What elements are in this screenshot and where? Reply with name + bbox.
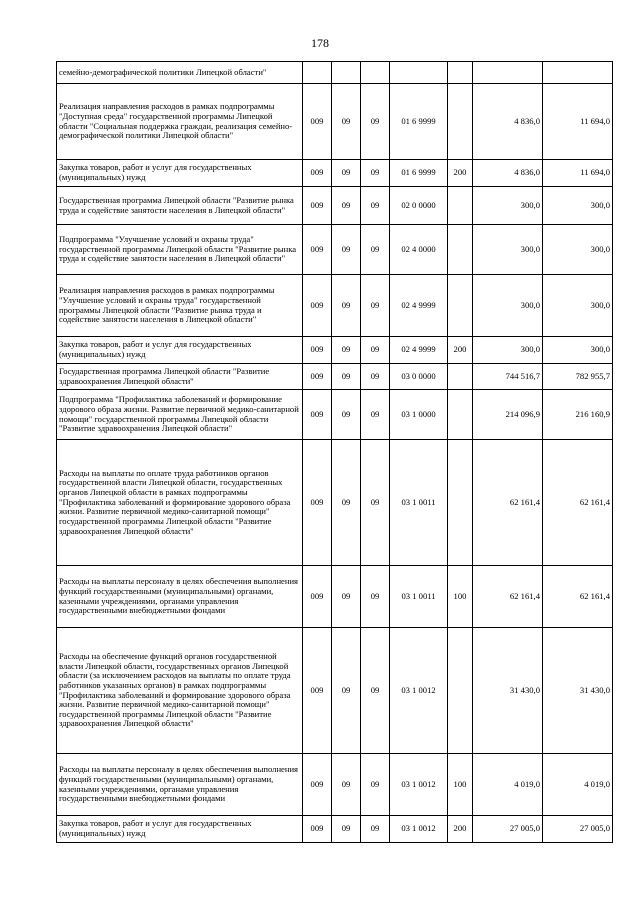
subsection-code: 09 bbox=[361, 816, 390, 843]
table-row bbox=[57, 225, 613, 275]
target-article-code: 03 1 0012 bbox=[390, 816, 448, 843]
ministry-code: 009 bbox=[303, 337, 332, 364]
ministry-code: 009 bbox=[303, 754, 332, 816]
amount-year-1: 300,0 bbox=[473, 337, 543, 364]
section-code: 09 bbox=[332, 225, 361, 275]
target-article-code: 03 1 0011 bbox=[390, 566, 448, 628]
amount-year-1 bbox=[473, 62, 543, 84]
table-row bbox=[57, 275, 613, 337]
section-code: 09 bbox=[332, 187, 361, 225]
subsection-code: 09 bbox=[361, 225, 390, 275]
table-row bbox=[57, 566, 613, 628]
row-description: Расходы на выплаты персоналу в целях обеспечения выполнения функций государственными (муниципальными) органами, казенными учреждениями, органами управления государственными внебюджетными фондами bbox=[57, 754, 303, 816]
row-description: Закупка товаров, работ и услуг для государственных (муниципальных) нужд bbox=[57, 160, 303, 187]
subsection-code: 09 bbox=[361, 754, 390, 816]
expense-type-code: 200 bbox=[448, 160, 473, 187]
amount-year-2 bbox=[543, 62, 613, 84]
ministry-code: 009 bbox=[303, 84, 332, 160]
amount-year-1: 300,0 bbox=[473, 275, 543, 337]
table-row bbox=[57, 337, 613, 364]
amount-year-2: 31 430,0 bbox=[543, 628, 613, 754]
amount-year-1: 300,0 bbox=[473, 225, 543, 275]
table-row bbox=[57, 62, 613, 84]
table-row bbox=[57, 754, 613, 816]
row-description: Расходы на выплаты персоналу в целях обеспечения выполнения функций государственными (муниципальными) органами, казенными учреждениями, органами управления государственными внебюджетными фондами bbox=[57, 566, 303, 628]
subsection-code: 09 bbox=[361, 160, 390, 187]
section-code: 09 bbox=[332, 275, 361, 337]
page-number: 178 bbox=[311, 36, 329, 50]
ministry-code: 009 bbox=[303, 160, 332, 187]
subsection-code bbox=[361, 62, 390, 84]
amount-year-1: 300,0 bbox=[473, 187, 543, 225]
amount-year-2: 782 955,7 bbox=[543, 364, 613, 390]
section-code: 09 bbox=[332, 390, 361, 440]
expense-type-code bbox=[448, 440, 473, 566]
ministry-code: 009 bbox=[303, 566, 332, 628]
expense-type-code: 200 bbox=[448, 337, 473, 364]
row-description: Подпрограмма "Профилактика заболеваний и формирование здорового образа жизни. Развитие первичной медико-санитарной помощи" государственной программы Липецкой области "Развитие здравоохранения Липецкой области" bbox=[57, 390, 303, 440]
amount-year-1: 62 161,4 bbox=[473, 566, 543, 628]
amount-year-2: 27 005,0 bbox=[543, 816, 613, 843]
table-row bbox=[57, 160, 613, 187]
row-description: Закупка товаров, работ и услуг для государственных (муниципальных) нужд bbox=[57, 337, 303, 364]
section-code: 09 bbox=[332, 440, 361, 566]
amount-year-2: 300,0 bbox=[543, 337, 613, 364]
amount-year-1: 62 161,4 bbox=[473, 440, 543, 566]
subsection-code: 09 bbox=[361, 84, 390, 160]
budget-table bbox=[56, 61, 613, 843]
row-description: семейно-демографической политики Липецкой области" bbox=[57, 62, 303, 84]
row-description: Реализация направления расходов в рамках подпрограммы "Доступная среда" государственной программы Липецкой области "Социальная поддержка граждан, реализация семейно-демографической политики Липецкой области" bbox=[57, 84, 303, 160]
expense-type-code bbox=[448, 62, 473, 84]
section-code: 09 bbox=[332, 160, 361, 187]
section-code: 09 bbox=[332, 754, 361, 816]
section-code: 09 bbox=[332, 566, 361, 628]
row-description: Подпрограмма "Улучшение условий и охраны труда" государственной программы Липецкой области "Развитие рынка труда и содействие занятости населения в Липецкой области" bbox=[57, 225, 303, 275]
section-code bbox=[332, 62, 361, 84]
table-row bbox=[57, 816, 613, 843]
target-article-code: 03 1 0012 bbox=[390, 628, 448, 754]
amount-year-2: 62 161,4 bbox=[543, 440, 613, 566]
target-article-code: 02 4 0000 bbox=[390, 225, 448, 275]
target-article-code: 02 4 9999 bbox=[390, 337, 448, 364]
target-article-code: 03 0 0000 bbox=[390, 364, 448, 390]
amount-year-1: 4 019,0 bbox=[473, 754, 543, 816]
amount-year-2: 216 160,9 bbox=[543, 390, 613, 440]
target-article-code bbox=[390, 62, 448, 84]
row-description: Закупка товаров, работ и услуг для государственных (муниципальных) нужд bbox=[57, 816, 303, 843]
expense-type-code: 200 bbox=[448, 816, 473, 843]
amount-year-2: 62 161,4 bbox=[543, 566, 613, 628]
amount-year-1: 4 836,0 bbox=[473, 84, 543, 160]
subsection-code: 09 bbox=[361, 275, 390, 337]
ministry-code: 009 bbox=[303, 225, 332, 275]
expense-type-code bbox=[448, 225, 473, 275]
table-row bbox=[57, 84, 613, 160]
target-article-code: 03 1 0000 bbox=[390, 390, 448, 440]
amount-year-2: 11 694,0 bbox=[543, 160, 613, 187]
ministry-code: 009 bbox=[303, 275, 332, 337]
expense-type-code bbox=[448, 84, 473, 160]
amount-year-1: 31 430,0 bbox=[473, 628, 543, 754]
subsection-code: 09 bbox=[361, 337, 390, 364]
expense-type-code bbox=[448, 364, 473, 390]
amount-year-2: 11 694,0 bbox=[543, 84, 613, 160]
table-row bbox=[57, 628, 613, 754]
section-code: 09 bbox=[332, 364, 361, 390]
amount-year-2: 300,0 bbox=[543, 225, 613, 275]
ministry-code: 009 bbox=[303, 364, 332, 390]
subsection-code: 09 bbox=[361, 440, 390, 566]
expense-type-code bbox=[448, 390, 473, 440]
target-article-code: 02 4 9999 bbox=[390, 275, 448, 337]
expense-type-code: 100 bbox=[448, 754, 473, 816]
subsection-code: 09 bbox=[361, 187, 390, 225]
expense-type-code bbox=[448, 628, 473, 754]
row-description: Реализация направления расходов в рамках подпрограммы "Улучшение условий и охраны труда" государственной программы Липецкой области "Развитие рынка труда и содействие занятости населения в Липецкой области" bbox=[57, 275, 303, 337]
target-article-code: 03 1 0012 bbox=[390, 754, 448, 816]
row-description: Государственная программа Липецкой области "Развитие рынка труда и содействие занятости населения в Липецкой области" bbox=[57, 187, 303, 225]
row-description: Расходы на обеспечение функций органов государственной власти Липецкой области, государственных органов Липецкой области (за исключением расходов на выплаты по оплате труда работников указанных органов) в рамках подпрограммы "Профилактика заболеваний и формирование здорового образа жизни. Развитие первичной медико-санитарной помощи" государственной программы Липецкой области "Развитие здравоохранения Липецкой области" bbox=[57, 628, 303, 754]
amount-year-2: 300,0 bbox=[543, 275, 613, 337]
subsection-code: 09 bbox=[361, 390, 390, 440]
table-row bbox=[57, 364, 613, 390]
subsection-code: 09 bbox=[361, 364, 390, 390]
expense-type-code bbox=[448, 275, 473, 337]
section-code: 09 bbox=[332, 816, 361, 843]
ministry-code: 009 bbox=[303, 440, 332, 566]
row-description: Государственная программа Липецкой области "Развитие здравоохранения Липецкой области" bbox=[57, 364, 303, 390]
ministry-code: 009 bbox=[303, 187, 332, 225]
amount-year-1: 4 836,0 bbox=[473, 160, 543, 187]
ministry-code: 009 bbox=[303, 390, 332, 440]
table-row bbox=[57, 390, 613, 440]
target-article-code: 01 6 9999 bbox=[390, 84, 448, 160]
amount-year-1: 744 516,7 bbox=[473, 364, 543, 390]
table-row bbox=[57, 440, 613, 566]
amount-year-1: 214 096,9 bbox=[473, 390, 543, 440]
amount-year-1: 27 005,0 bbox=[473, 816, 543, 843]
ministry-code bbox=[303, 62, 332, 84]
expense-type-code bbox=[448, 187, 473, 225]
table-row bbox=[57, 187, 613, 225]
section-code: 09 bbox=[332, 84, 361, 160]
amount-year-2: 4 019,0 bbox=[543, 754, 613, 816]
row-description: Расходы на выплаты по оплате труда работников органов государственной власти Липецкой области, государственных органов Липецкой области в рамках подпрограммы "Профилактика заболеваний и формирование здорового образа жизни. Развитие первичной медико-санитарной помощи" государственной программы Липецкой области "Развитие здравоохранения Липецкой области" bbox=[57, 440, 303, 566]
ministry-code: 009 bbox=[303, 628, 332, 754]
target-article-code: 01 6 9999 bbox=[390, 160, 448, 187]
target-article-code: 03 1 0011 bbox=[390, 440, 448, 566]
section-code: 09 bbox=[332, 337, 361, 364]
expense-type-code: 100 bbox=[448, 566, 473, 628]
ministry-code: 009 bbox=[303, 816, 332, 843]
subsection-code: 09 bbox=[361, 628, 390, 754]
target-article-code: 02 0 0000 bbox=[390, 187, 448, 225]
subsection-code: 09 bbox=[361, 566, 390, 628]
section-code: 09 bbox=[332, 628, 361, 754]
amount-year-2: 300,0 bbox=[543, 187, 613, 225]
